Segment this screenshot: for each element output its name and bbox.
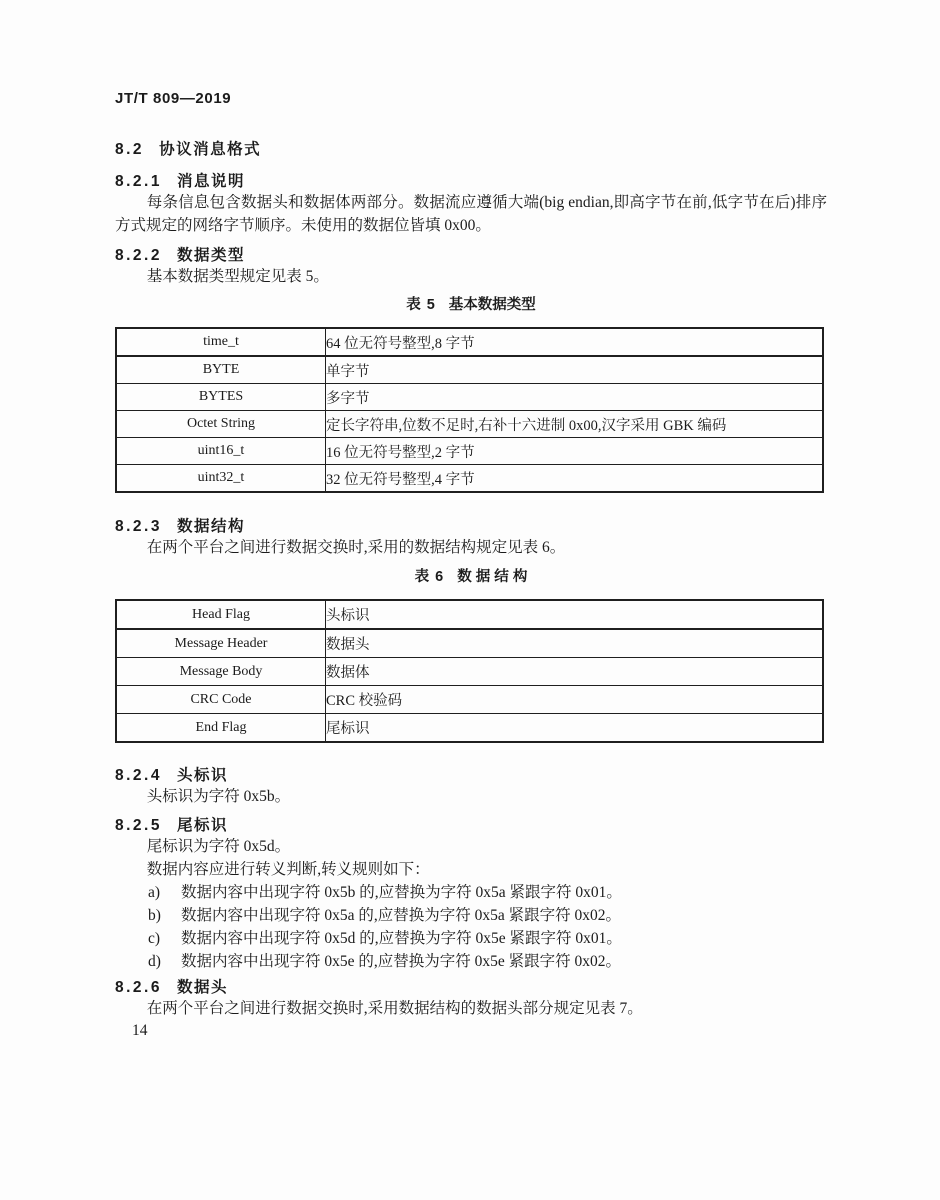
section-title: 头标识 xyxy=(176,767,228,784)
section-title: 数据结构 xyxy=(176,518,245,535)
page-number: 14 xyxy=(132,1022,148,1039)
paragraph-head-flag: 头标识为字符 0x5b。 xyxy=(146,788,291,805)
table-basic-data-types xyxy=(115,327,824,493)
cell-description: 数据头 xyxy=(326,629,824,658)
section-title: 数据类型 xyxy=(176,247,245,264)
list-item-text: 数据内容中出现字符 0x5d 的,应替换为字符 0x5e 紧跟字符 0x01。 xyxy=(181,930,622,947)
list-item-text: 数据内容中出现字符 0x5e 的,应替换为字符 0x5e 紧跟字符 0x02。 xyxy=(181,953,622,970)
section-8-2-5-heading xyxy=(115,816,827,835)
cell-description: 头标识 xyxy=(326,600,824,629)
cell-data-type: BYTE xyxy=(116,356,326,384)
table-data-structure xyxy=(115,599,824,743)
paragraph-data-types: 基本数据类型规定见表 5。 xyxy=(146,268,329,285)
table-row xyxy=(116,411,823,438)
section-number: 8.2.5 xyxy=(115,817,162,834)
table-5-caption-title: 基本数据类型 xyxy=(448,297,536,313)
section-title: 消息说明 xyxy=(176,173,245,190)
list-item-label: c) xyxy=(148,930,161,947)
cell-description: 32 位无符号整型,4 字节 xyxy=(326,465,824,493)
table-6-caption-label: 表 6 xyxy=(414,569,445,585)
cell-description: 单字节 xyxy=(326,356,824,384)
table-row xyxy=(116,629,823,658)
cell-description: 多字节 xyxy=(326,384,824,411)
cell-data-type: Octet String xyxy=(116,411,326,438)
list-item-label: b) xyxy=(148,907,161,924)
cell-description: 尾标识 xyxy=(326,714,824,743)
list-item-text: 数据内容中出现字符 0x5b 的,应替换为字符 0x5a 紧跟字符 0x01。 xyxy=(181,884,622,901)
list-item-text: 数据内容中出现字符 0x5a 的,应替换为字符 0x5a 紧跟字符 0x02。 xyxy=(181,907,622,924)
cell-field-name: Message Header xyxy=(116,629,326,658)
section-number: 8.2.3 xyxy=(115,518,162,535)
section-8-2-1-heading xyxy=(115,172,827,191)
section-title: 协议消息格式 xyxy=(159,141,262,158)
list-item xyxy=(148,927,827,950)
doc-code: JT/T 809—2019 xyxy=(115,90,232,107)
cell-description: 64 位无符号整型,8 字节 xyxy=(326,328,824,356)
section-number: 8.2.1 xyxy=(115,173,162,190)
cell-data-type: uint32_t xyxy=(116,465,326,493)
table-row xyxy=(116,600,823,629)
section-title: 尾标识 xyxy=(176,817,228,834)
paragraph-end-flag: 尾标识为字符 0x5d。 xyxy=(146,838,291,855)
table-row xyxy=(116,384,823,411)
cell-description: 数据体 xyxy=(326,658,824,686)
section-number: 8.2.6 xyxy=(115,979,162,996)
section-8-2-4-heading xyxy=(115,766,827,785)
cell-field-name: Message Body xyxy=(116,658,326,686)
table-row xyxy=(116,686,823,714)
list-item-label: a) xyxy=(148,884,161,901)
page-content xyxy=(115,0,827,1040)
cell-data-type: time_t xyxy=(116,328,326,356)
section-8-2-3-heading xyxy=(115,517,827,536)
list-item xyxy=(148,904,827,927)
cell-description: 16 位无符号整型,2 字节 xyxy=(326,438,824,465)
table-5-caption-label: 表 5 xyxy=(406,297,436,313)
table-row xyxy=(116,438,823,465)
list-item xyxy=(148,950,827,973)
cell-description: 定长字符串,位数不足时,右补十六进制 0x00,汉字采用 GBK 编码 xyxy=(326,411,824,438)
table-row xyxy=(116,714,823,743)
section-8-2-6-heading xyxy=(115,978,827,997)
table-6-caption-title: 数 据 结 构 xyxy=(457,569,528,585)
escape-rule-list xyxy=(115,881,827,973)
section-number: 8.2.4 xyxy=(115,767,162,784)
cell-data-type: BYTES xyxy=(116,384,326,411)
cell-field-name: CRC Code xyxy=(116,686,326,714)
list-item xyxy=(148,881,827,904)
table-row xyxy=(116,328,823,356)
table-row xyxy=(116,465,823,493)
list-item-label: d) xyxy=(148,953,161,970)
section-8-2-heading xyxy=(115,140,827,159)
paragraph-data-structure: 在两个平台之间进行数据交换时,采用的数据结构规定见表 6。 xyxy=(146,539,566,556)
cell-description: CRC 校验码 xyxy=(326,686,824,714)
cell-field-name: Head Flag xyxy=(116,600,326,629)
section-8-2-2-heading xyxy=(115,246,827,265)
cell-field-name: End Flag xyxy=(116,714,326,743)
table-5-caption xyxy=(115,295,827,315)
section-number: 8.2 xyxy=(115,141,145,158)
section-number: 8.2.2 xyxy=(115,247,162,264)
paragraph-message-description: 每条信息包含数据头和数据体两部分。数据流应遵循大端(big endian,即高字节在前,低字节在后)排序方式规定的网络字节顺序。未使用的数据位皆填 0x00。 xyxy=(115,194,827,234)
table-row xyxy=(116,356,823,384)
paragraph-escape-intro: 数据内容应进行转义判断,转义规则如下： xyxy=(146,861,430,878)
section-title: 数据头 xyxy=(176,979,228,996)
paragraph-message-header: 在两个平台之间进行数据交换时,采用数据结构的数据头部分规定见表 7。 xyxy=(146,1000,643,1017)
table-6-caption xyxy=(115,567,827,587)
cell-data-type: uint16_t xyxy=(116,438,326,465)
table-row xyxy=(116,658,823,686)
